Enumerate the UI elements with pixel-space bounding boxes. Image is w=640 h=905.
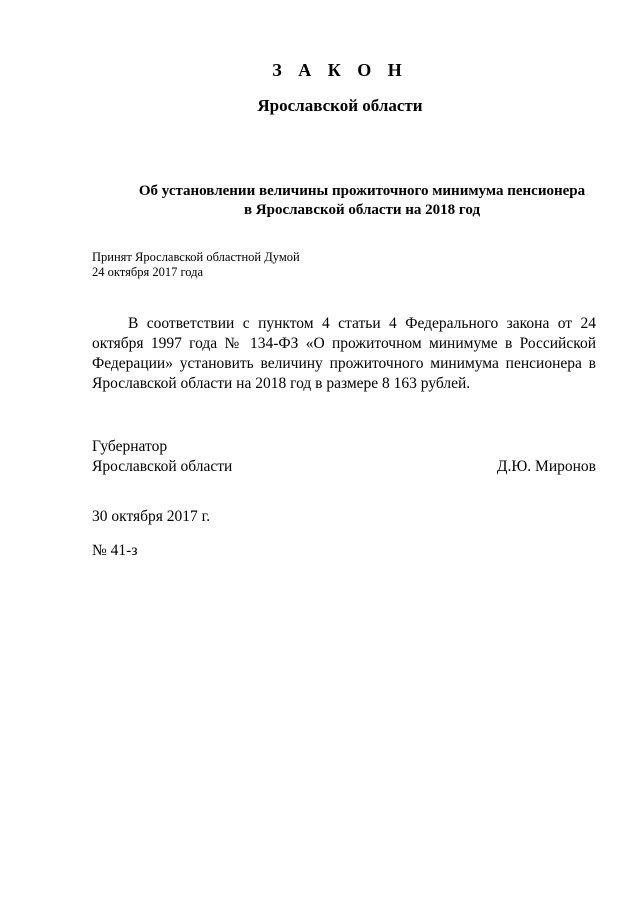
law-subject-line: Об установлении величины прожиточного минимума пенсионера xyxy=(138,183,586,199)
law-body-paragraph: В соответствии с пунктом 4 статьи 4 Федерального закона от 24 октября 1997 года № 134-ФЗ «О прожиточном минимуме в Российской Федерации» установить величину прожиточного минимума пенсионера в Ярославской области на 2018 год в размере 8 163 рублей. xyxy=(92,315,596,392)
law-title: З А К О Н xyxy=(272,60,408,80)
law-number: № 41-з xyxy=(92,542,138,559)
region-name: Ярославской области xyxy=(257,96,423,115)
signature-block xyxy=(92,437,596,477)
law-subject-line: в Ярославской области на 2018 год xyxy=(243,202,481,218)
signer-position: Губернатор xyxy=(92,438,168,455)
signer-name: Д.Ю. Миронов xyxy=(496,458,596,475)
adoption-body: Принят Ярославской областной Думой xyxy=(92,250,300,264)
signing-date: 30 октября 2017 г. xyxy=(92,508,211,525)
law-subject xyxy=(92,182,632,220)
signer-region: Ярославской области xyxy=(92,458,233,475)
adoption-date: 24 октября 2017 года xyxy=(92,265,204,279)
adoption-note xyxy=(92,250,300,280)
signer-row xyxy=(92,457,596,477)
